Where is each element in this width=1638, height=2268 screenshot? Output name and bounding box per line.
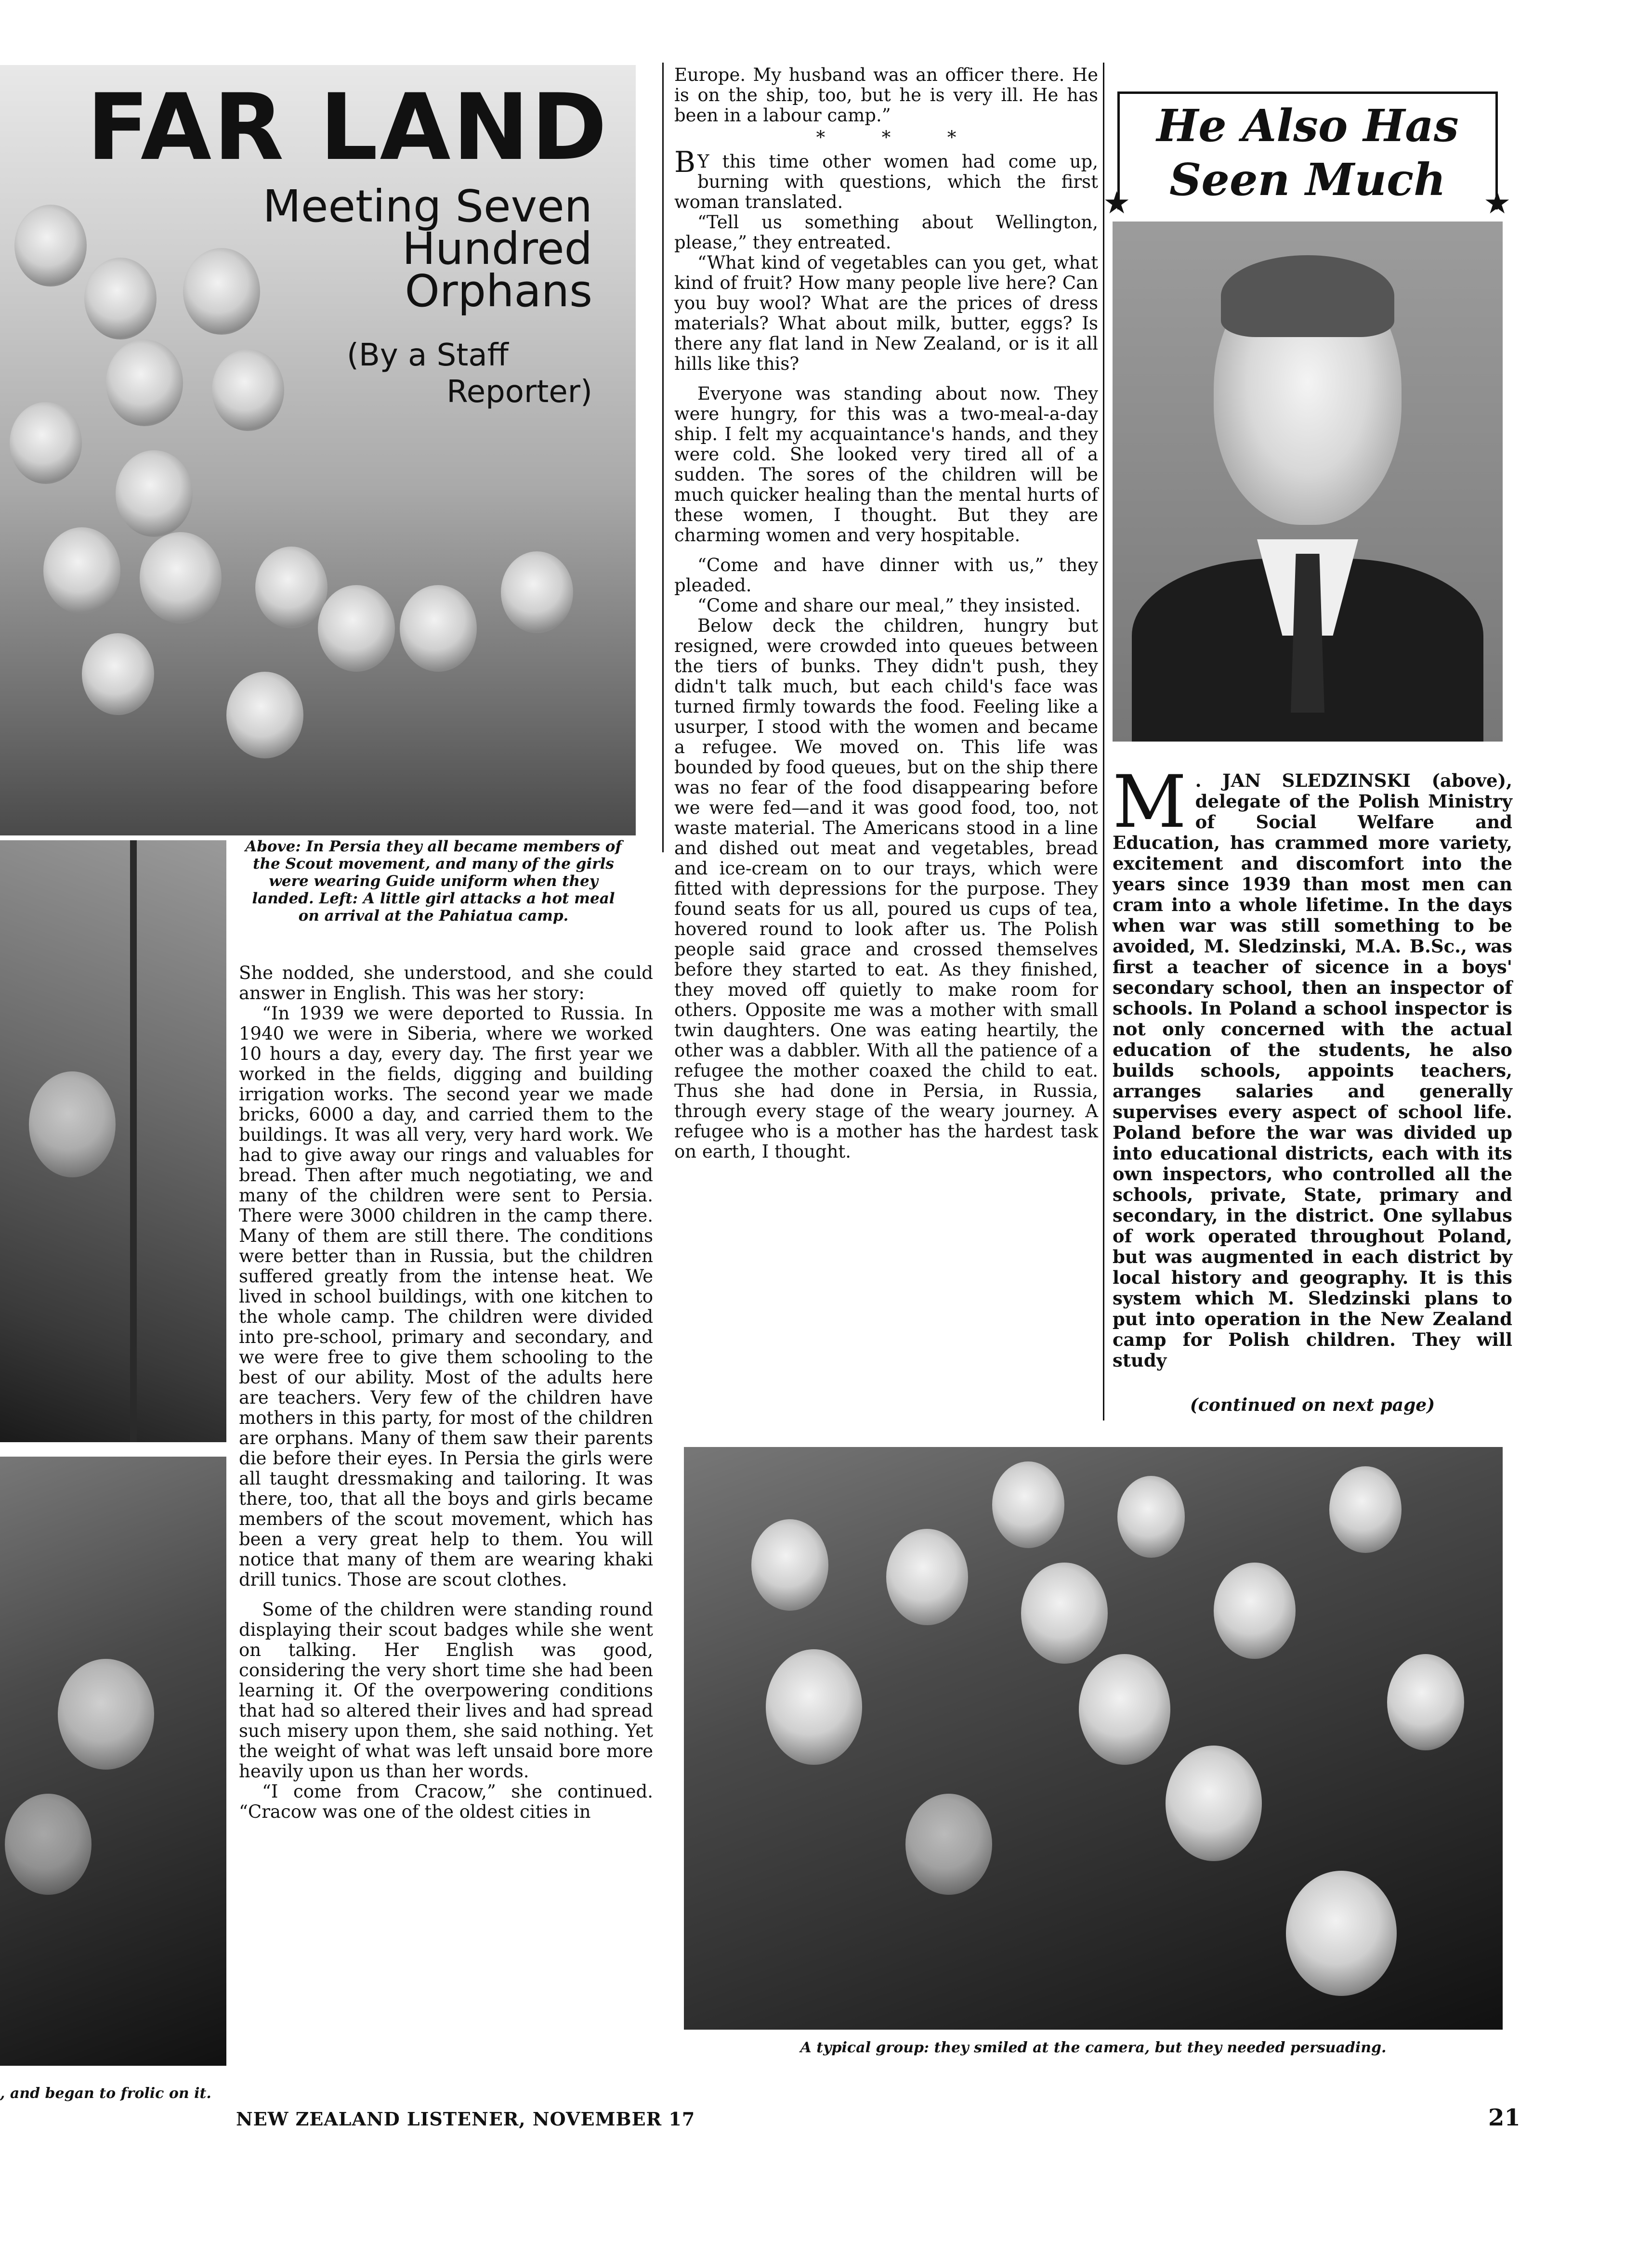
paragraph: She nodded, she understood, and she could answer in English. This was her story:: [239, 963, 653, 1004]
headline-subtitle: [236, 181, 592, 317]
paragraph: [674, 145, 1098, 212]
left-photo-upper: [0, 840, 226, 1442]
paragraph: Europe. My husband was an officer there. He is on the ship, too, but he is very ill. He has been in a labour camp.”: [674, 65, 1098, 126]
byline-line: (By a Staff: [347, 338, 509, 373]
heading-line: He Also Has: [1156, 100, 1459, 152]
star-icon: ★: [1103, 185, 1131, 221]
header-photo-caption: Above: In Persia they all became members of the Scout movement, and many of the girls were wearing Guide uniform when they landed. Left: A little girl attacks a hot meal on arrival at the Pahiatua camp.: [245, 838, 622, 925]
subtitle-line: Hundred: [402, 223, 592, 274]
paragraph-text: Y this time other women had come up, burning with questions, which the first woman translated.: [674, 151, 1098, 212]
dropcap: M: [1113, 760, 1187, 844]
left-photo-caption: , and began to frolic on it.: [0, 2085, 211, 2102]
paragraph: “Come and have dinner with us,” they pleaded.: [674, 555, 1098, 596]
sidebar-body: [1113, 760, 1512, 1371]
paragraph: “Come and share our meal,” they insisted.: [697, 595, 1081, 616]
right-column: [674, 65, 1098, 1162]
sidebar-paragraph: . JAN SLEDZINSKI (above), delegate of the Polish Ministry of Social Welfare and Education, has crammed more variety, excitement and discomfort into the years since 1939 than most men can cram into a whole lifetime. In the days when war was still something to be avoided, M. Sledzinski, M.A. B.Sc., was first a teacher of sicence in a boys' secondary school, then an inspector of schools. In Poland a school inspector is not only concerned with the actual education of the students, he also builds schools, appoints teachers, arranges salaries and generally supervises every aspect of school life. Poland before the war was divided up into educational districts, each with its own inspectors, who controlled all the schools, private, State, primary and secondary, in the district. One syllabus of work operated throughout Poland, but was augmented in each district by local history and geography. It is this system which M. Sledzinski plans to put into operation in the New Zealand camp for Polish children. They will study: [1113, 770, 1512, 1371]
group-photo: [684, 1447, 1503, 2030]
paragraph: Everyone was standing about now. They were hungry, for this was a two-meal-a-day ship. I felt my acquaintance's hands, and they were cold. She looked very tired all of a sudden. The sores of the children will be much quicker healing than the mental hurts of these women, I thought. But they are charming women and very hospitable.: [674, 383, 1098, 546]
headline-byline: [328, 337, 592, 410]
center-column: [239, 963, 653, 1822]
continued-note: (continued on next page): [1190, 1395, 1435, 1415]
byline-line: Reporter): [446, 374, 592, 410]
sidebar-heading: [1122, 99, 1493, 207]
portrait-hair: [1221, 255, 1394, 337]
heading-line: Seen Much: [1169, 154, 1446, 206]
column-divider: [662, 63, 664, 852]
portrait-photo: [1113, 222, 1503, 742]
subtitle-line: Meeting Seven: [262, 181, 592, 232]
headline-title: FAR LAND: [87, 74, 609, 181]
paragraph: “I come from Cracow,” she continued. “Cracow was one of the oldest cities in: [239, 1781, 653, 1822]
subtitle-line: Orphans: [405, 265, 592, 317]
portrait-tie: [1291, 554, 1324, 713]
paragraph: “Tell us something about Wellington, please,” they entreated.: [674, 212, 1098, 253]
section-break: * * *: [816, 127, 957, 148]
dropcap: B: [674, 145, 696, 179]
paragraph: “What kind of vegetables can you get, what kind of fruit? How many people live here? Can you buy wool? What are the prices of dress materials? What about milk, butter, eggs? Is there any flat land in New Zealand, or is it all hills like this?: [674, 252, 1098, 374]
page-number: 21: [1488, 2104, 1520, 2131]
paragraph: Below deck the children, hungry but resigned, were crowded into queues between the tiers of bunks. They didn't push, they didn't talk much, but each child's face was turned firmly towards the food. Feeling like a usurper, I stood with the women and became a refugee. We moved on. This life was bounded by food queues, but on the ship there was no fear of the food disappearing before we were fed—and it was good food, too, not waste material. The Americans stood in a line and dished out meat and vegetables, bread and ice-cream on to our trays, which were fitted with depressions for the purpose. They found seats for us all, poured us cups of tea, hovered round to look after us. The Polish people said grace and crossed themselves before they started to eat. As they finished, they moved off quietly to make room for others. Opposite me was a mother with small twin daughters. One was eating heartily, the other was a dabbler. With all the patience of a refugee the mother coaxed the child to eat. Thus she had done in Persia, in Russia, through every stage of the weary journey. A refugee who is a mother has the hardest task on earth, I thought.: [674, 615, 1098, 1162]
group-photo-caption: A typical group: they smiled at the camera, but they needed persuading.: [800, 2039, 1387, 2056]
paragraph: “In 1939 we were deported to Russia. In 1940 we were in Siberia, where we worked 10 hours a day, every day. The first year we worked in the fields, digging and building irrigation works. The second year we made bricks, 6000 a day, and carried them to the buildings. It was all very, very hard work. We had to give away our rings and valuables for bread. Then after much negotiating, we and many of the children were sent to Persia. There were 3000 children in the camp there. Many of them are still there. The conditions were better than in Russia, but the children suffered greatly from the intense heat. We lived in school buildings, with one kitchen to the whole camp. The children were divided into pre-school, primary and secondary, and we were free to give them schooling to the best of our ability. Most of the adults here are teachers. Very few of the children have mothers in this party, for most of the children are orphans. Many of them saw their parents die before their eyes. In Persia the girls were all taught dressmaking and tailoring. It was there, too, that all the boys and girls became members of the scout movement, which has been a very great help to them. You will notice that many of them are wearing khaki drill tunics. Those are scout clothes.: [239, 1003, 653, 1590]
paragraph: Some of the children were standing round displaying their scout badges while she went on talking. Her English was good, considering the very short time she had been learning it. Of the overpowering conditions that had so altered their lives and had spread such misery upon them, she said nothing. Yet the weight of what was left unsaid bore more heavily upon us than her words.: [239, 1599, 653, 1782]
left-photo-lower: [0, 1457, 226, 2066]
publication-line: NEW ZEALAND LISTENER, NOVEMBER 17: [236, 2108, 695, 2130]
column-divider: [1103, 63, 1104, 1421]
star-icon: ★: [1483, 185, 1511, 221]
